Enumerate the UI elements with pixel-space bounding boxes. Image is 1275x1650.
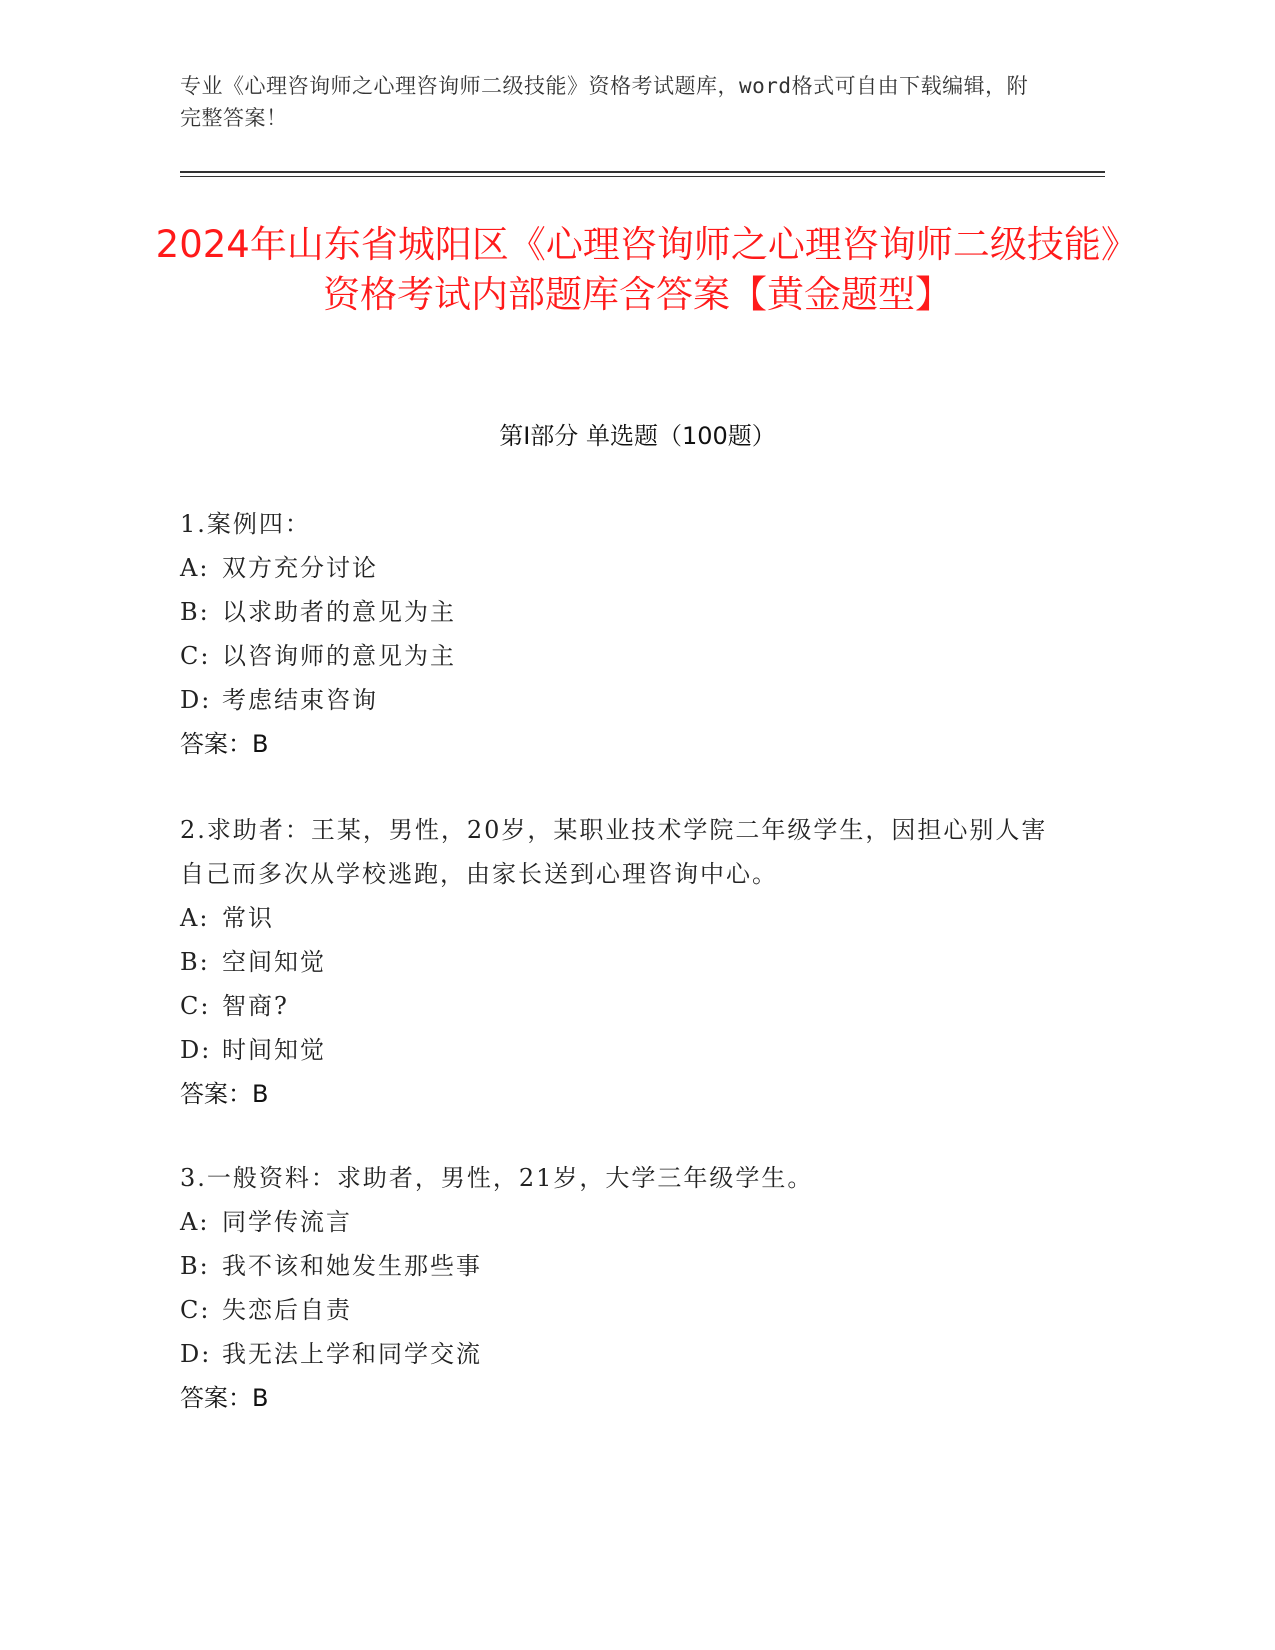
option-key: B:	[180, 598, 210, 626]
option-text: 考虑结束咨询	[222, 686, 378, 714]
option-key: C:	[180, 992, 211, 1020]
question-stem: 2.求助者：王某，男性，20岁，某职业技术学院二年级学生，因担心别人害自己而多次从学校逃跑，由家长送到心理咨询中心。	[180, 816, 1048, 888]
option-d	[180, 678, 1060, 722]
option-b	[180, 1244, 1060, 1288]
option-a	[180, 1200, 1060, 1244]
option-text: 同学传流言	[222, 1208, 352, 1236]
option-text: 我无法上学和同学交流	[222, 1340, 482, 1368]
answer-line: 答案：B	[180, 1080, 269, 1108]
answer-line: 答案：B	[180, 1384, 269, 1412]
option-a	[180, 896, 1060, 940]
section-heading: 第Ⅰ部分 单选题（100题）	[499, 422, 776, 450]
option-d	[180, 1332, 1060, 1376]
option-text: 时间知觉	[222, 1036, 326, 1064]
option-key: D:	[180, 1340, 212, 1368]
option-key: A:	[180, 904, 210, 932]
option-text: 失恋后自责	[222, 1296, 352, 1324]
question-1	[180, 502, 1060, 766]
option-key: D:	[180, 1036, 212, 1064]
option-key: C:	[180, 642, 211, 670]
question-stem: 3.一般资料：求助者，男性，21岁，大学三年级学生。	[180, 1164, 814, 1192]
option-b	[180, 590, 1060, 634]
option-a	[180, 546, 1060, 590]
option-key: A:	[180, 1208, 210, 1236]
header-divider-thick	[180, 171, 1105, 173]
header-note: 专业《心理咨询师之心理咨询师二级技能》资格考试题库，word格式可自由下载编辑，附完整答案！	[180, 74, 1029, 130]
question-2	[180, 808, 1060, 1116]
option-text: 以求助者的意见为主	[222, 598, 456, 626]
option-key: B:	[180, 1252, 210, 1280]
option-key: D:	[180, 686, 212, 714]
option-text: 智商?	[222, 992, 289, 1020]
header-divider-thin	[180, 176, 1105, 177]
option-c	[180, 984, 1060, 1028]
answer-line: 答案：B	[180, 730, 269, 758]
option-text: 双方充分讨论	[222, 554, 378, 582]
option-key: A:	[180, 554, 210, 582]
option-d	[180, 1028, 1060, 1072]
question-stem: 1.案例四：	[180, 510, 311, 538]
document-title: 2024年山东省城阳区《心理咨询师之心理咨询师二级技能》资格考试内部题库含答案【黄金题型】	[155, 223, 1120, 316]
option-text: 空间知觉	[222, 948, 326, 976]
option-c	[180, 634, 1060, 678]
option-text: 我不该和她发生那些事	[222, 1252, 482, 1280]
option-b	[180, 940, 1060, 984]
question-3	[180, 1156, 1060, 1420]
option-key: C:	[180, 1296, 211, 1324]
option-text: 以咨询师的意见为主	[222, 642, 456, 670]
option-key: B:	[180, 948, 210, 976]
option-c	[180, 1288, 1060, 1332]
option-text: 常识	[222, 904, 274, 932]
